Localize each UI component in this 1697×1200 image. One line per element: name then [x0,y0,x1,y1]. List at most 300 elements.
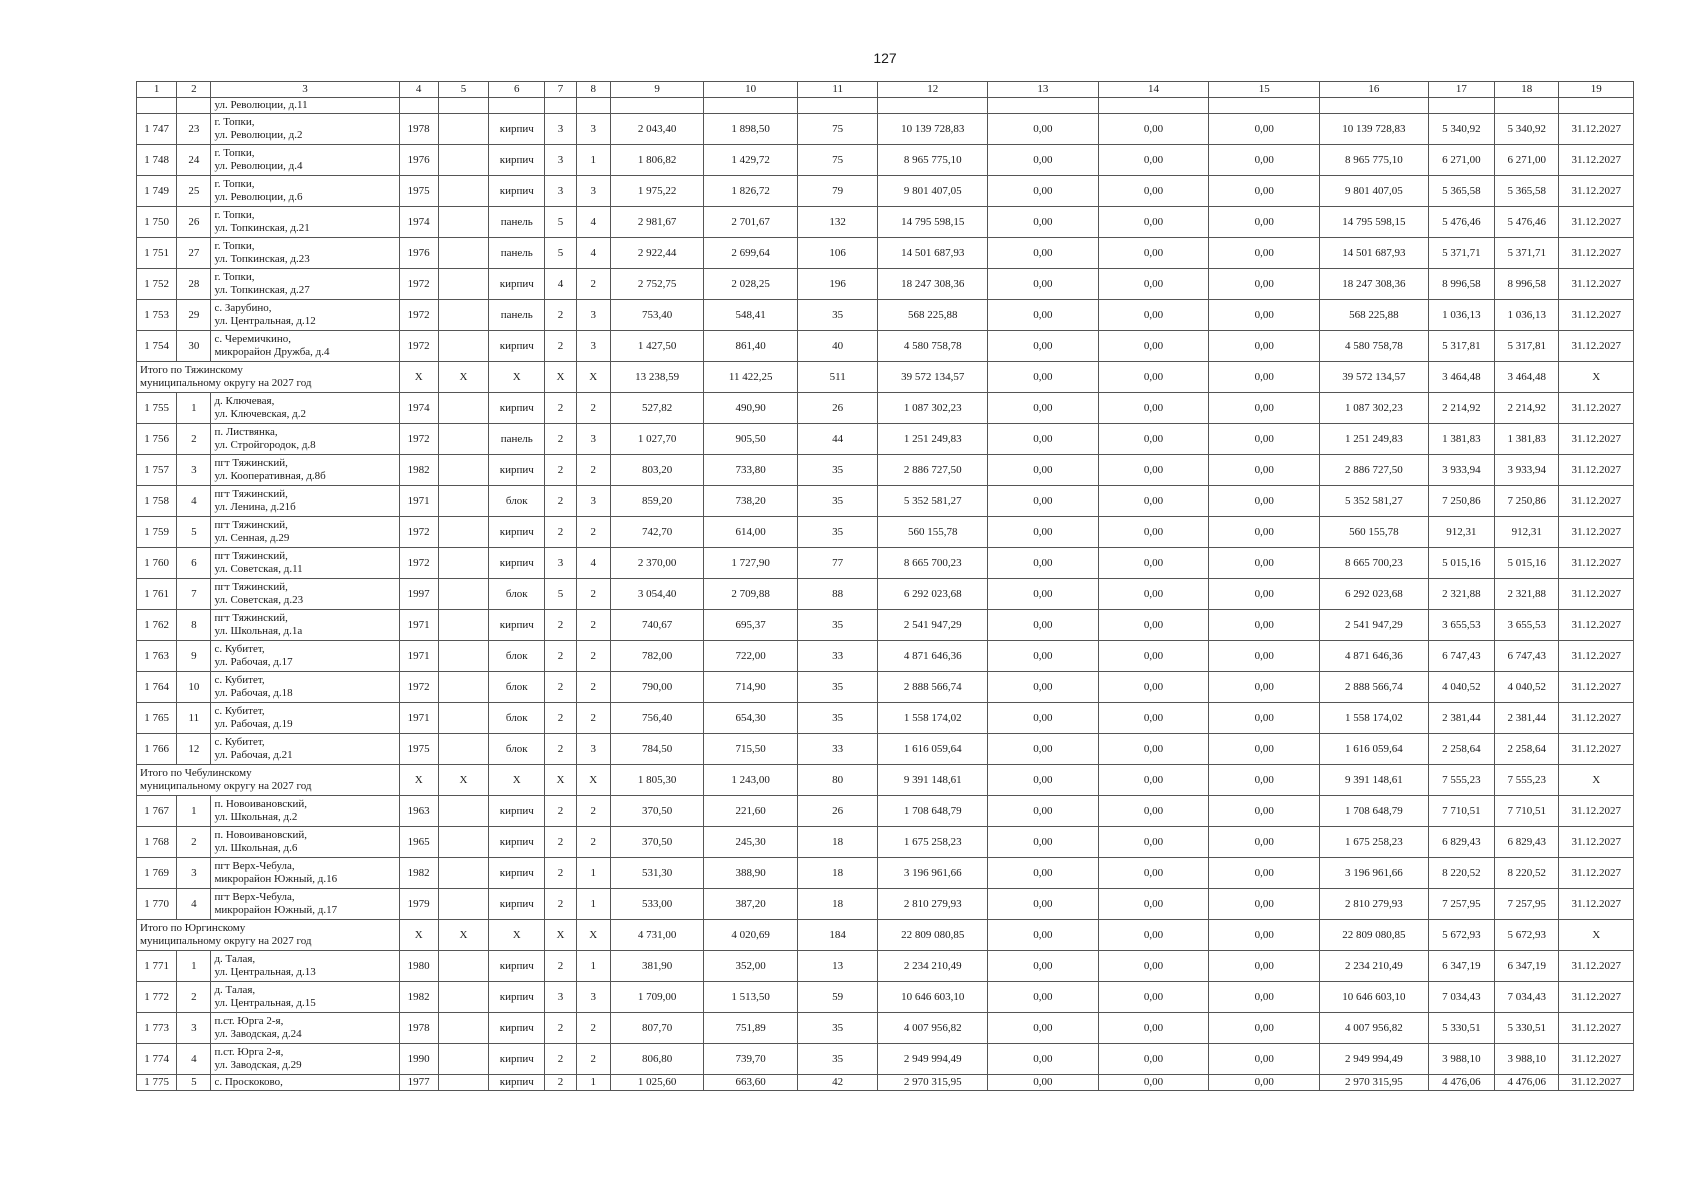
row-number-cell: 1 757 [137,455,177,486]
table-cell: 0,00 [1098,114,1209,145]
column-number-header: 9 [610,82,704,98]
table-cell: кирпич [489,1044,545,1075]
table-cell: 31.12.2027 [1559,455,1634,486]
table-cell: 5 672,93 [1428,920,1494,951]
table-cell: 31.12.2027 [1559,145,1634,176]
table-cell: 2 [576,517,610,548]
table-cell: 2 [576,579,610,610]
table-cell: 2 [545,703,576,734]
table-cell: 2 888 566,74 [1320,672,1429,703]
table-cell: 0,00 [1209,238,1320,269]
table-cell: 1974 [399,393,438,424]
table-cell: 2 [545,734,576,765]
table-cell: 5 365,58 [1495,176,1559,207]
table-cell: 5 352 581,27 [1320,486,1429,517]
table-cell: 1977 [399,1075,438,1091]
local-number-cell: 24 [177,145,211,176]
table-cell: 0,00 [1209,145,1320,176]
table-cell: 7 034,43 [1428,982,1494,1013]
table-cell: 6 347,19 [1495,951,1559,982]
row-number-cell: 1 767 [137,796,177,827]
table-cell: 0,00 [1209,858,1320,889]
table-cell: X [399,920,438,951]
table-cell: 3 [545,982,576,1013]
table-cell: 31.12.2027 [1559,796,1634,827]
table-cell: кирпич [489,610,545,641]
table-cell: 5 015,16 [1495,548,1559,579]
local-number-cell: 30 [177,331,211,362]
table-cell: кирпич [489,858,545,889]
table-row [137,114,1634,145]
table-cell: 1 251 249,83 [1320,424,1429,455]
table-cell: 0,00 [988,1044,1099,1075]
table-cell: 1972 [399,424,438,455]
table-row [137,207,1634,238]
table-cell: 1974 [399,207,438,238]
address-line1: пгт Тяжинский, [214,581,288,593]
table-cell: 1979 [399,889,438,920]
table-cell: 9 801 407,05 [1320,176,1429,207]
table-cell: 88 [797,579,877,610]
table-cell: 0,00 [988,889,1099,920]
table-cell: 0,00 [988,548,1099,579]
table-cell: 0,00 [988,393,1099,424]
table-cell: 3 196 961,66 [1320,858,1429,889]
table-cell: 0,00 [988,920,1099,951]
table-cell: 184 [797,920,877,951]
table-cell: кирпич [489,176,545,207]
table-cell: 9 391 148,61 [1320,765,1429,796]
row-number-cell: 1 775 [137,1075,177,1091]
address-line1: г. Топки, [214,178,255,190]
table-cell: 0,00 [1098,1013,1209,1044]
table-cell: 2 [576,1013,610,1044]
table-cell: 4 040,52 [1495,672,1559,703]
table-cell: 40 [797,331,877,362]
table-cell: панель [489,207,545,238]
table-cell: 10 139 728,83 [878,114,988,145]
table-cell: 1976 [399,238,438,269]
table-cell: 4 871 646,36 [878,641,988,672]
address-cell [211,796,399,827]
table-cell: 2 [545,331,576,362]
table-cell: X [576,765,610,796]
table-cell: 5 672,93 [1495,920,1559,951]
address-cell [211,672,399,703]
table-cell: 7 555,23 [1428,765,1494,796]
table-cell: 4 [576,548,610,579]
table-cell: 31.12.2027 [1559,486,1634,517]
table-cell: 31.12.2027 [1559,579,1634,610]
local-number-cell: 2 [177,827,211,858]
cell [1428,98,1494,114]
table-cell: 10 139 728,83 [1320,114,1429,145]
table-cell [438,827,488,858]
table-cell: 5 371,71 [1495,238,1559,269]
table-cell: 0,00 [988,269,1099,300]
table-cell: 2 541 947,29 [1320,610,1429,641]
local-number-cell: 26 [177,207,211,238]
column-number-header: 10 [704,82,798,98]
address-line2: ул. Рабочая, д.19 [214,718,293,730]
table-cell: блок [489,734,545,765]
table-cell: 18 [797,827,877,858]
table-cell: 5 [545,238,576,269]
table-cell: 560 155,78 [878,517,988,548]
local-number-cell: 3 [177,858,211,889]
table-cell: 912,31 [1495,517,1559,548]
address-line1: д. Ключевая, [214,395,275,407]
cell [610,98,704,114]
table-cell: 4 476,06 [1495,1075,1559,1091]
address-line2: ул. Стройгородок, д.8 [214,439,316,451]
table-cell: X [438,765,488,796]
table-cell: 1978 [399,114,438,145]
table-cell: 35 [797,703,877,734]
table-cell: X [576,920,610,951]
table-cell: 0,00 [1209,1075,1320,1091]
table-cell: 1 429,72 [704,145,798,176]
table-cell: 0,00 [1098,548,1209,579]
table-cell: X [489,765,545,796]
local-number-cell: 1 [177,951,211,982]
table-cell: 370,50 [610,796,704,827]
table-row [137,858,1634,889]
table-cell: 738,20 [704,486,798,517]
local-number-cell: 4 [177,1044,211,1075]
table-row [137,796,1634,827]
address-line2: ул. Ключевская, д.2 [214,408,306,420]
address-line1: пгт Тяжинский, [214,488,288,500]
table-cell: 2 234 210,49 [878,951,988,982]
table-cell: 1 727,90 [704,548,798,579]
local-number-cell: 4 [177,486,211,517]
table-cell: 2 [576,641,610,672]
local-number-cell: 23 [177,114,211,145]
table-cell: 0,00 [988,517,1099,548]
table-cell: 0,00 [1209,362,1320,393]
table-cell: 0,00 [988,1075,1099,1091]
table-cell: 1 036,13 [1428,300,1494,331]
table-cell: кирпич [489,269,545,300]
table-cell: 2 970 315,95 [1320,1075,1429,1091]
table-cell: 1972 [399,269,438,300]
table-cell: 0,00 [1098,517,1209,548]
table-cell [438,238,488,269]
table-cell: 14 501 687,93 [1320,238,1429,269]
column-number-header: 4 [399,82,438,98]
table-cell: 35 [797,610,877,641]
table-cell: 3 933,94 [1495,455,1559,486]
table-cell: 2 888 566,74 [878,672,988,703]
column-number-header: 16 [1320,82,1429,98]
row-number-cell: 1 760 [137,548,177,579]
table-cell: 2 752,75 [610,269,704,300]
table-cell: 7 555,23 [1495,765,1559,796]
address-line1: д. Талая, [214,984,256,996]
table-cell: 31.12.2027 [1559,300,1634,331]
table-cell: 2 949 994,49 [878,1044,988,1075]
table-row [137,672,1634,703]
table-row [137,424,1634,455]
cell [878,98,988,114]
address-line1: с. Черемичкино, [214,333,291,345]
table-cell: 2 [576,672,610,703]
local-number-cell: 12 [177,734,211,765]
local-number-cell: 3 [177,1013,211,1044]
address-line2: ул. Топкинская, д.23 [214,253,310,265]
row-number-cell: 1 756 [137,424,177,455]
table-cell: 0,00 [1098,300,1209,331]
subtotal-label-line1: Итого по Чебулинскому [140,767,252,779]
table-cell: 3 933,94 [1428,455,1494,486]
table-cell: 2 [576,703,610,734]
table-cell: 22 809 080,85 [1320,920,1429,951]
table-cell: панель [489,424,545,455]
table-cell: 1 381,83 [1495,424,1559,455]
table-row [137,238,1634,269]
table-cell: 0,00 [1209,827,1320,858]
table-cell: 31.12.2027 [1559,1075,1634,1091]
cell [137,98,177,114]
table-cell: 77 [797,548,877,579]
table-cell: 4 731,00 [610,920,704,951]
table-cell: 533,00 [610,889,704,920]
table-cell: 2 [545,393,576,424]
table-cell: 59 [797,982,877,1013]
table-cell: 35 [797,300,877,331]
table-cell: 2 922,44 [610,238,704,269]
table-cell: 806,80 [610,1044,704,1075]
cell [1320,98,1429,114]
table-cell: 3 [576,331,610,362]
address-line1: пгт Тяжинский, [214,457,288,469]
table-cell: 0,00 [988,703,1099,734]
address-cell [211,610,399,641]
table-cell: 654,30 [704,703,798,734]
address-line1: г. Топки, [214,209,255,221]
table-cell: X [489,920,545,951]
address-cell [211,703,399,734]
row-number-cell: 1 768 [137,827,177,858]
table-row [137,827,1634,858]
table-cell: 0,00 [988,176,1099,207]
address-line2: ул. Топкинская, д.27 [214,284,310,296]
table-cell: 3 [576,300,610,331]
address-line2: микрорайон Южный, д.17 [214,904,338,916]
cell [988,98,1099,114]
address-line2: микрорайон Южный, д.16 [214,873,338,885]
address-line2: микрорайон Дружба, д.4 [214,346,330,358]
address-cell [211,889,399,920]
table-cell: 0,00 [988,610,1099,641]
table-cell: 42 [797,1075,877,1091]
table-cell: 0,00 [1209,796,1320,827]
local-number-cell: 1 [177,796,211,827]
table-cell: 1972 [399,517,438,548]
table-cell: 2 [545,1044,576,1075]
table-cell: 9 391 148,61 [878,765,988,796]
table-cell: 2 709,88 [704,579,798,610]
address-line1: п. Новоивановский, [214,798,307,810]
table-cell: 2 321,88 [1495,579,1559,610]
table-cell: 0,00 [988,300,1099,331]
table-cell: 33 [797,734,877,765]
row-number-cell: 1 769 [137,858,177,889]
column-number-header: 12 [878,82,988,98]
address-cell [211,641,399,672]
table-cell: 75 [797,114,877,145]
table-cell: 1 709,00 [610,982,704,1013]
table-cell: 3 [545,176,576,207]
address-line2: ул. Школьная, д.2 [214,811,298,823]
table-cell: 714,90 [704,672,798,703]
table-cell: 4 007 956,82 [1320,1013,1429,1044]
table-cell: 4 007 956,82 [878,1013,988,1044]
table-cell: 1 [576,145,610,176]
subtotal-label-line1: Итого по Тяжинскому [140,364,243,376]
table-cell: 1963 [399,796,438,827]
address-cell [211,331,399,362]
table-cell: 3 988,10 [1495,1044,1559,1075]
table-cell: 2 370,00 [610,548,704,579]
table-cell: X [438,362,488,393]
address-line1: пгт Верх-Чебула, [214,860,295,872]
table-cell: 7 257,95 [1428,889,1494,920]
table-cell: 0,00 [1098,455,1209,486]
table-cell: 0,00 [988,796,1099,827]
table-cell: кирпич [489,1013,545,1044]
table-cell: 0,00 [1098,889,1209,920]
local-number-cell: 3 [177,455,211,486]
table-cell: 1982 [399,858,438,889]
table-cell: 2 [545,951,576,982]
table-cell: 2 214,92 [1428,393,1494,424]
table-cell: 790,00 [610,672,704,703]
address-line1: пгт Тяжинский, [214,550,288,562]
table-cell: 31.12.2027 [1559,517,1634,548]
cell [576,98,610,114]
table-cell: 1975 [399,734,438,765]
address-cell [211,734,399,765]
table-cell: 4 580 758,78 [1320,331,1429,362]
table-cell: 1 243,00 [704,765,798,796]
table-cell: 2 [545,858,576,889]
table-cell: 2 028,25 [704,269,798,300]
address-line1: пгт Верх-Чебула, [214,891,295,903]
table-cell: X [438,920,488,951]
table-cell: 4 040,52 [1428,672,1494,703]
address-cell [211,1044,399,1075]
table-cell: 0,00 [1098,486,1209,517]
table-cell: 5 015,16 [1428,548,1494,579]
table-cell [438,300,488,331]
table-cell: 2 [545,424,576,455]
table-cell: 31.12.2027 [1559,641,1634,672]
table-cell: 568 225,88 [878,300,988,331]
table-cell: 1 [576,858,610,889]
table-row [137,889,1634,920]
table-cell: 1 975,22 [610,176,704,207]
table-cell: 5 330,51 [1428,1013,1494,1044]
table-cell: 905,50 [704,424,798,455]
column-number-header: 1 [137,82,177,98]
column-number-header: 2 [177,82,211,98]
table-cell: 1 [576,1075,610,1091]
table-cell: 782,00 [610,641,704,672]
table-cell [438,1013,488,1044]
table-cell: 8 665 700,23 [1320,548,1429,579]
table-cell: 132 [797,207,877,238]
table-cell: 2 214,92 [1495,393,1559,424]
column-number-header: 7 [545,82,576,98]
table-cell: блок [489,703,545,734]
table-cell: 0,00 [988,765,1099,796]
table-cell: 31.12.2027 [1559,269,1634,300]
table-cell: 6 747,43 [1428,641,1494,672]
table-cell: 6 292 023,68 [878,579,988,610]
table-cell: 5 352 581,27 [878,486,988,517]
table-cell [438,641,488,672]
table-cell: 14 795 598,15 [878,207,988,238]
row-number-cell: 1 751 [137,238,177,269]
table-cell: 221,60 [704,796,798,827]
table-cell: 1 251 249,83 [878,424,988,455]
table-cell: 35 [797,1013,877,1044]
table-cell: кирпич [489,796,545,827]
table-cell: 33 [797,641,877,672]
address-line2: ул. Ленина, д.21б [214,501,296,513]
table-cell: 2 [576,393,610,424]
address-line1: г. Топки, [214,240,255,252]
table-cell: 1 675 258,23 [878,827,988,858]
table-cell: 2 381,44 [1495,703,1559,734]
address-line1: п. Листвянка, [214,426,278,438]
table-cell: 0,00 [988,951,1099,982]
table-cell: X [576,362,610,393]
table-cell: 3 988,10 [1428,1044,1494,1075]
table-cell: 35 [797,486,877,517]
address-line2: ул. Рабочая, д.18 [214,687,293,699]
table-cell: 0,00 [1098,703,1209,734]
table-cell [438,331,488,362]
table-cell [438,269,488,300]
table-cell: 6 271,00 [1428,145,1494,176]
table-cell: 0,00 [1209,114,1320,145]
table-cell: 742,70 [610,517,704,548]
table-cell: 31.12.2027 [1559,610,1634,641]
table-cell [438,114,488,145]
table-cell: 13 [797,951,877,982]
cell [1559,98,1634,114]
table-cell: 4 871 646,36 [1320,641,1429,672]
table-cell: 3 655,53 [1428,610,1494,641]
local-number-cell: 11 [177,703,211,734]
table-cell: 756,40 [610,703,704,734]
address-cell [211,145,399,176]
table-cell: 4 580 758,78 [878,331,988,362]
table-cell: 31.12.2027 [1559,1013,1634,1044]
address-line1: с. Зарубино, [214,302,272,314]
row-number-cell: 1 748 [137,145,177,176]
table-cell: 0,00 [988,579,1099,610]
table-cell: 3 [576,486,610,517]
table-cell: 1 806,82 [610,145,704,176]
table-cell: 1 708 648,79 [878,796,988,827]
table-cell: X [1559,920,1634,951]
table-cell [438,424,488,455]
table-cell: 5 [545,207,576,238]
